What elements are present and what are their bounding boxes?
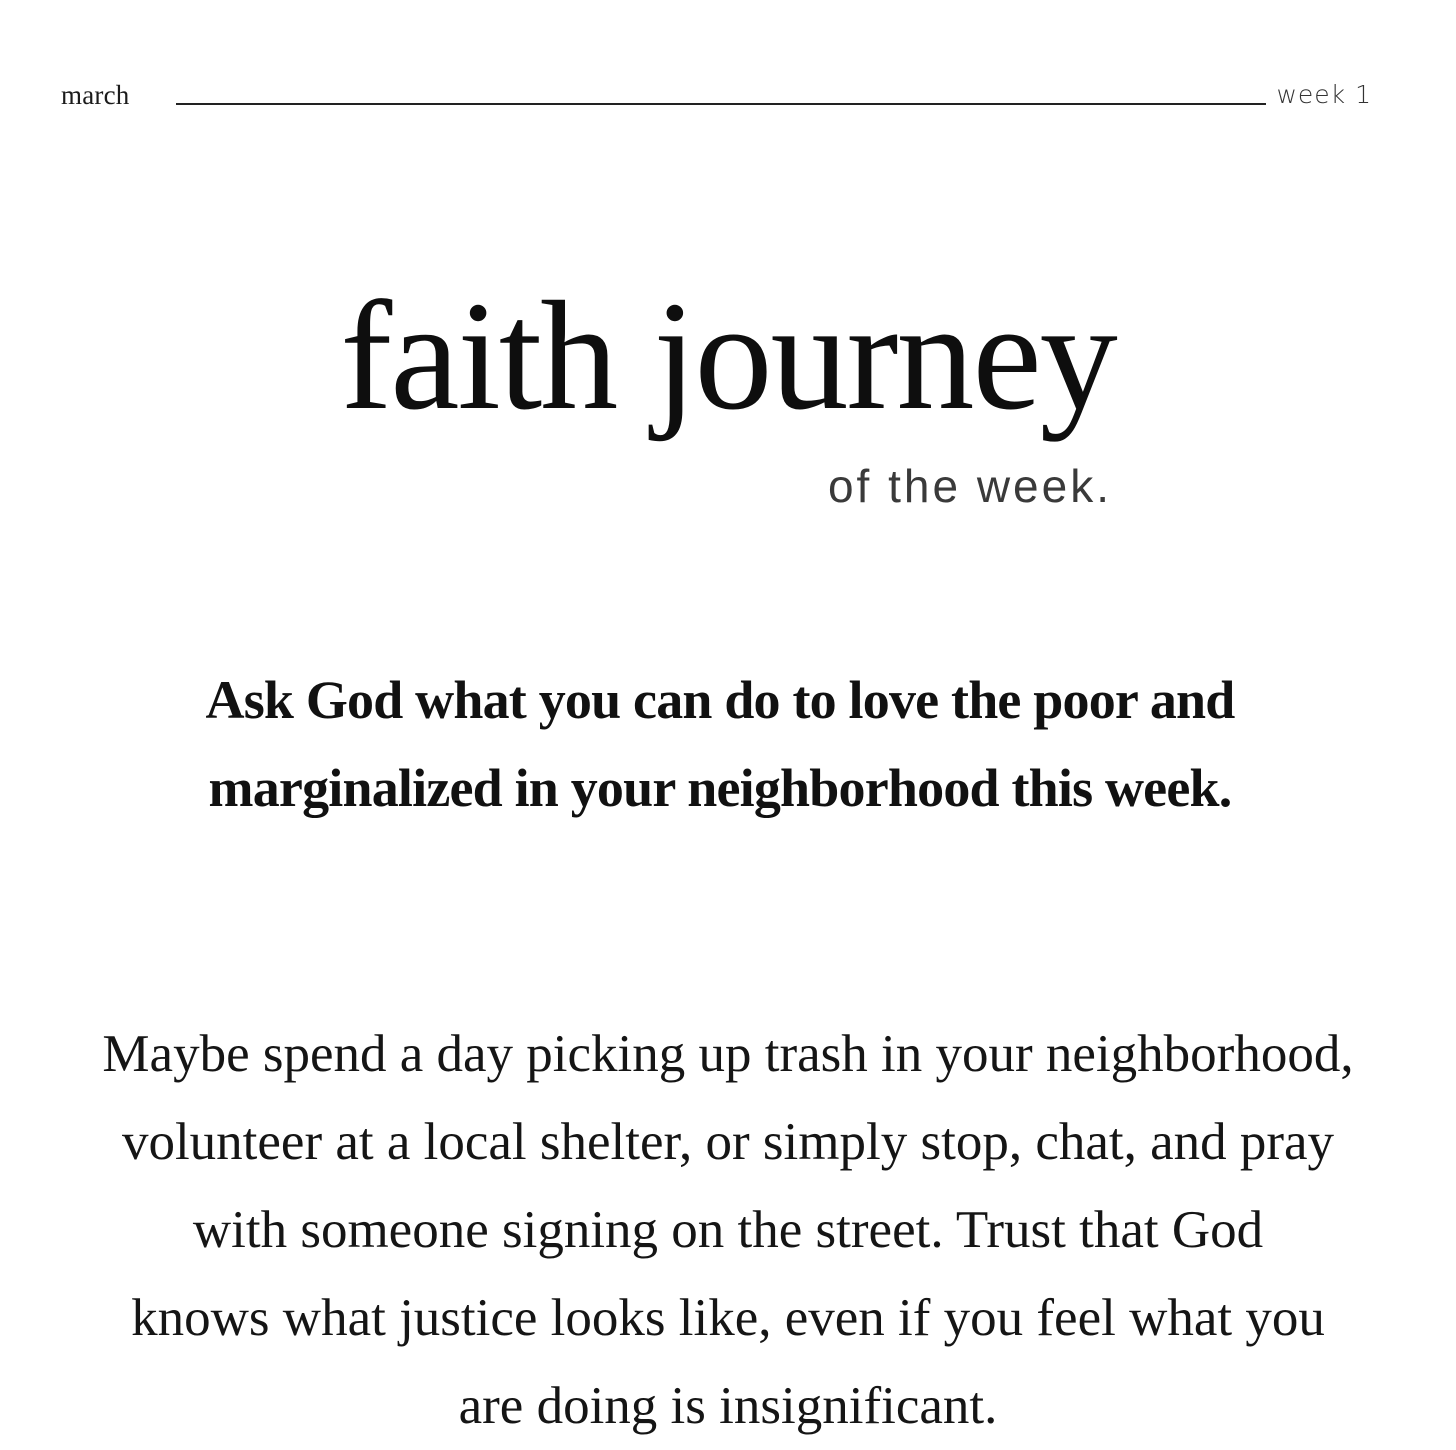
body-line: knows what justice looks like, even if you feel what you [131, 1289, 1325, 1347]
header-divider [176, 103, 1266, 105]
weekly-prompt-line: Ask God what you can do to love the poor and [205, 670, 1235, 730]
page-subtitle: of the week. [827, 460, 1112, 512]
body-line: volunteer at a local shelter, or simply stop, chat, and pray [121, 1113, 1335, 1171]
body-line: Maybe spend a day picking up trash in your neighborhood, [102, 1025, 1354, 1083]
page-title: faith journey [340, 269, 1116, 442]
body-paragraph [0, 1010, 1456, 1450]
body-line: with someone signing on the street. Trust that God [192, 1201, 1264, 1259]
weekly-prompt-line: marginalized in your neighborhood this week. [208, 758, 1232, 818]
weekly-prompt [100, 656, 1340, 832]
week-label: week 1 [1276, 80, 1372, 109]
month-label: march [61, 80, 130, 110]
body-line: are doing is insignificant. [458, 1377, 998, 1435]
